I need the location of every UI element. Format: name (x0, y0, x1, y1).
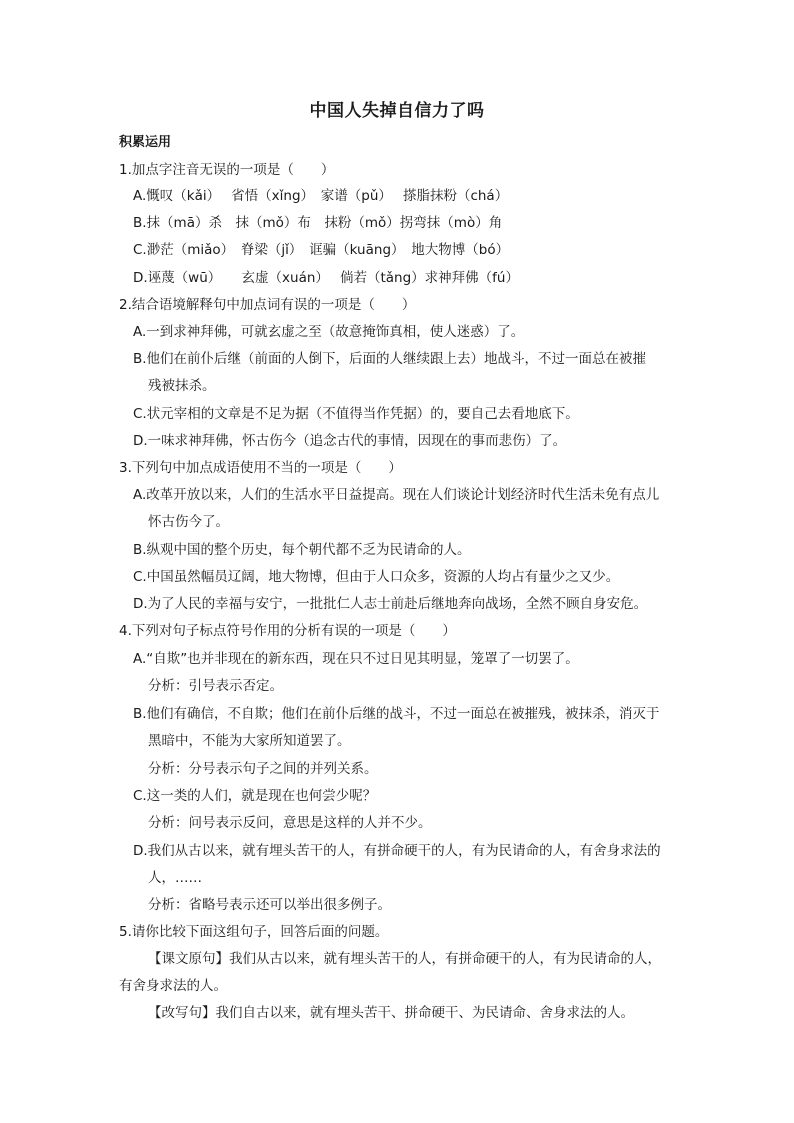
question-2-stem: 2.结合语境解释句中加点词有误的一项是（ ） (119, 297, 416, 313)
question-3-option-a: A.改革开放以来，人们的生活水平日益提高。现在人们谈论计划经济时代生活未免有点儿 (133, 487, 660, 503)
question-5-rewritten-sentence: 【改写句】我们自古以来，就有埋头苦干、拼命硬干、为民请命、舍身求法的人。 (148, 1005, 634, 1021)
question-3-option-b: B.纵观中国的整个历史，每个朝代都不乏为民请命的人。 (133, 542, 471, 558)
question-1-option-c: C.渺茫（miǎo） 脊梁（jǐ） 诓骗（kuāng） 地大物博（bó） (133, 242, 510, 258)
question-3-option-a-continued: 怀古伤今了。 (148, 514, 229, 530)
question-4-option-d-continued: 人，…… (148, 870, 202, 886)
question-1-option-b: B.抹（mā）杀 抹（mǒ）布 抹粉（mǒ）拐弯抹（mò）角 (133, 215, 503, 231)
question-3-option-d: D.为了人民的幸福与安宁，一批批仁人志士前赴后继地奔向战场，全然不顾自身安危。 (133, 596, 648, 612)
question-2-option-b-continued: 残被抹杀。 (148, 378, 216, 394)
question-3-option-c: C.中国虽然幅员辽阔，地大物博，但由于人口众多，资源的人均占有量少之又少。 (133, 569, 620, 585)
question-5-original-sentence: 【课文原句】我们从古以来，就有埋头苦干的人，有拼命硬干的人，有为民请命的人， (148, 951, 661, 967)
question-4-option-d-analysis: 分析：省略号表示还可以举出很多例子。 (148, 897, 391, 913)
section-heading: 积累运用 (119, 135, 172, 150)
question-3-stem: 3.下列句中加点成语使用不当的一项是（ ） (119, 460, 402, 476)
question-4-option-c: C.这一类的人们，就是现在也何尝少呢？ (133, 788, 377, 804)
question-5-stem: 5.请你比较下面这组句子，回答后面的问题。 (119, 924, 389, 940)
page-title: 中国人失掉自信力了吗 (309, 101, 485, 121)
question-4-option-b: B.他们有确信，不自欺；他们在前仆后继的战斗，不过一面总在被摧残，被抹杀，消灭于 (133, 706, 660, 722)
question-2-option-a: A.一到求神拜佛，可就玄虚之至（故意掩饰真相，使人迷惑）了。 (133, 324, 525, 340)
question-1-option-d: D.诬蔑（wū） 玄虚（xuán） 倘若（tǎng）求神拜佛（fú） (133, 270, 519, 286)
question-2-option-d: D.一味求神拜佛，怀古伤今（追念古代的事情，因现在的事而悲伤）了。 (133, 433, 567, 449)
question-2-option-c: C.状元宰相的文章是不足为据（不值得当作凭据）的，要自己去看地底下。 (133, 406, 579, 422)
question-4-option-a: A.“自欺”也并非现在的新东西，现在只不过日见其明显，笼罩了一切罢了。 (133, 651, 579, 667)
question-4-option-d: D.我们从古以来，就有埋头苦干的人，有拼命硬干的人，有为民请命的人，有舍身求法的 (133, 843, 661, 859)
question-4-stem: 4.下列对句子标点符号作用的分析有误的一项是（ ） (119, 623, 456, 639)
question-4-option-c-analysis: 分析：问号表示反问，意思是这样的人并不少。 (148, 815, 432, 831)
question-2-option-b: B.他们在前仆后继（前面的人倒下，后面的人继续跟上去）地战斗，不过一面总在被摧 (133, 351, 647, 367)
question-4-option-b-analysis: 分析：分号表示句子之间的并列关系。 (148, 761, 378, 777)
question-1-option-a: A.慨叹（kǎi） 省悟（xǐng） 家谱（pǔ） 搽脂抹粉（chá） (133, 188, 509, 204)
question-4-option-a-analysis: 分析：引号表示否定。 (148, 678, 283, 694)
question-5-original-sentence-continued: 有舍身求法的人。 (119, 978, 227, 994)
question-4-option-b-continued: 黑暗中，不能为大家所知道罢了。 (148, 733, 351, 749)
question-1-stem: 1.加点字注音无误的一项是（ ） (119, 162, 335, 178)
